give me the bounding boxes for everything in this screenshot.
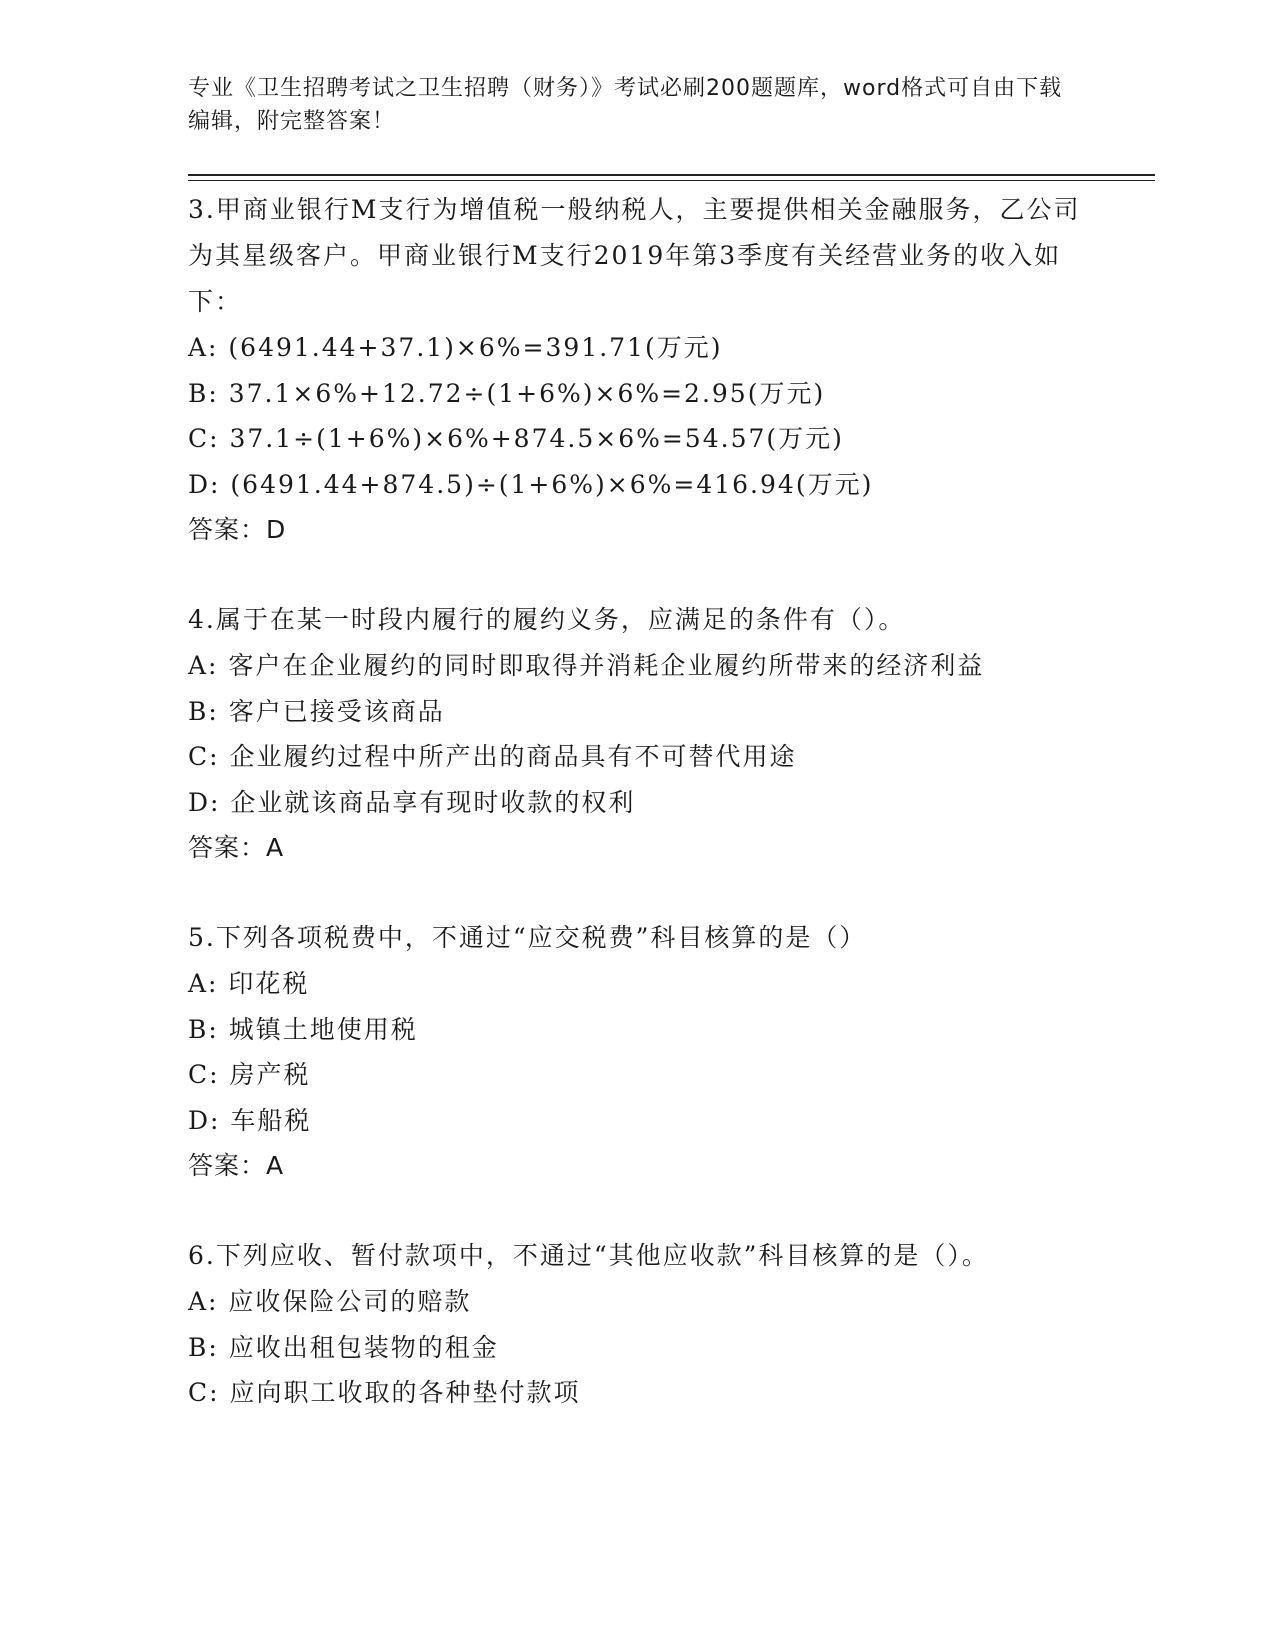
question-list	[188, 187, 1088, 1460]
document-header: 专业《卫生招聘考试之卫生招聘（财务）》考试必刷200题题库，word格式可自由下载编辑，附完整答案！	[188, 76, 1063, 134]
answer-label: 答案：A	[188, 833, 285, 862]
answer-label: 答案：A	[188, 1151, 285, 1180]
question-4	[188, 597, 1088, 871]
option-d: D: 企业就该商品享有现时收款的权利	[188, 787, 636, 817]
option-b: B: 37.1×6%+12.72÷(1+6%)×6%=2.95(万元)	[188, 378, 826, 408]
option-b: B: 城镇土地使用税	[188, 1014, 418, 1044]
option-a: A: (6491.44+37.1)×6%=391.71(万元)	[188, 333, 723, 362]
question-3	[188, 187, 1088, 553]
answer-label: 答案：D	[188, 515, 287, 544]
question-stem: 3.甲商业银行M支行为增值税一般纳税人，主要提供相关金融服务，乙公司为其星级客户。甲商业银行M支行2019年第3季度有关经营业务的收入如下：	[188, 195, 1081, 316]
option-a: A: 应收保险公司的赔款	[188, 1287, 472, 1316]
option-c: C: 37.1÷(1+6%)×6%+874.5×6%=54.57(万元)	[188, 424, 844, 453]
header-rule-thick	[188, 174, 1155, 176]
question-6	[188, 1233, 1088, 1416]
option-d: D: (6491.44+874.5)÷(1+6%)×6%=416.94(万元)	[188, 469, 874, 499]
question-stem: 5.下列各项税费中，不通过“应交税费”科目核算的是（）	[188, 923, 867, 952]
question-stem: 4.属于在某一时段内履行的履约义务，应满足的条件有（）。	[188, 605, 906, 634]
option-b: B: 客户已接受该商品	[188, 696, 445, 726]
option-d: D: 车船税	[188, 1105, 312, 1135]
question-stem: 6.下列应收、暂付款项中，不通过“其他应收款”科目核算的是（）。	[188, 1241, 989, 1270]
option-c: C: 应向职工收取的各种垫付款项	[188, 1378, 581, 1407]
header-rule-thin	[188, 180, 1155, 181]
option-c: C: 企业履约过程中所产出的商品具有不可替代用途	[188, 742, 797, 771]
option-c: C: 房产税	[188, 1060, 311, 1089]
question-5	[188, 915, 1088, 1189]
option-a: A: 印花税	[188, 969, 310, 998]
option-b: B: 应收出租包装物的租金	[188, 1332, 499, 1362]
option-a: A: 客户在企业履约的同时即取得并消耗企业履约所带来的经济利益	[188, 651, 985, 680]
